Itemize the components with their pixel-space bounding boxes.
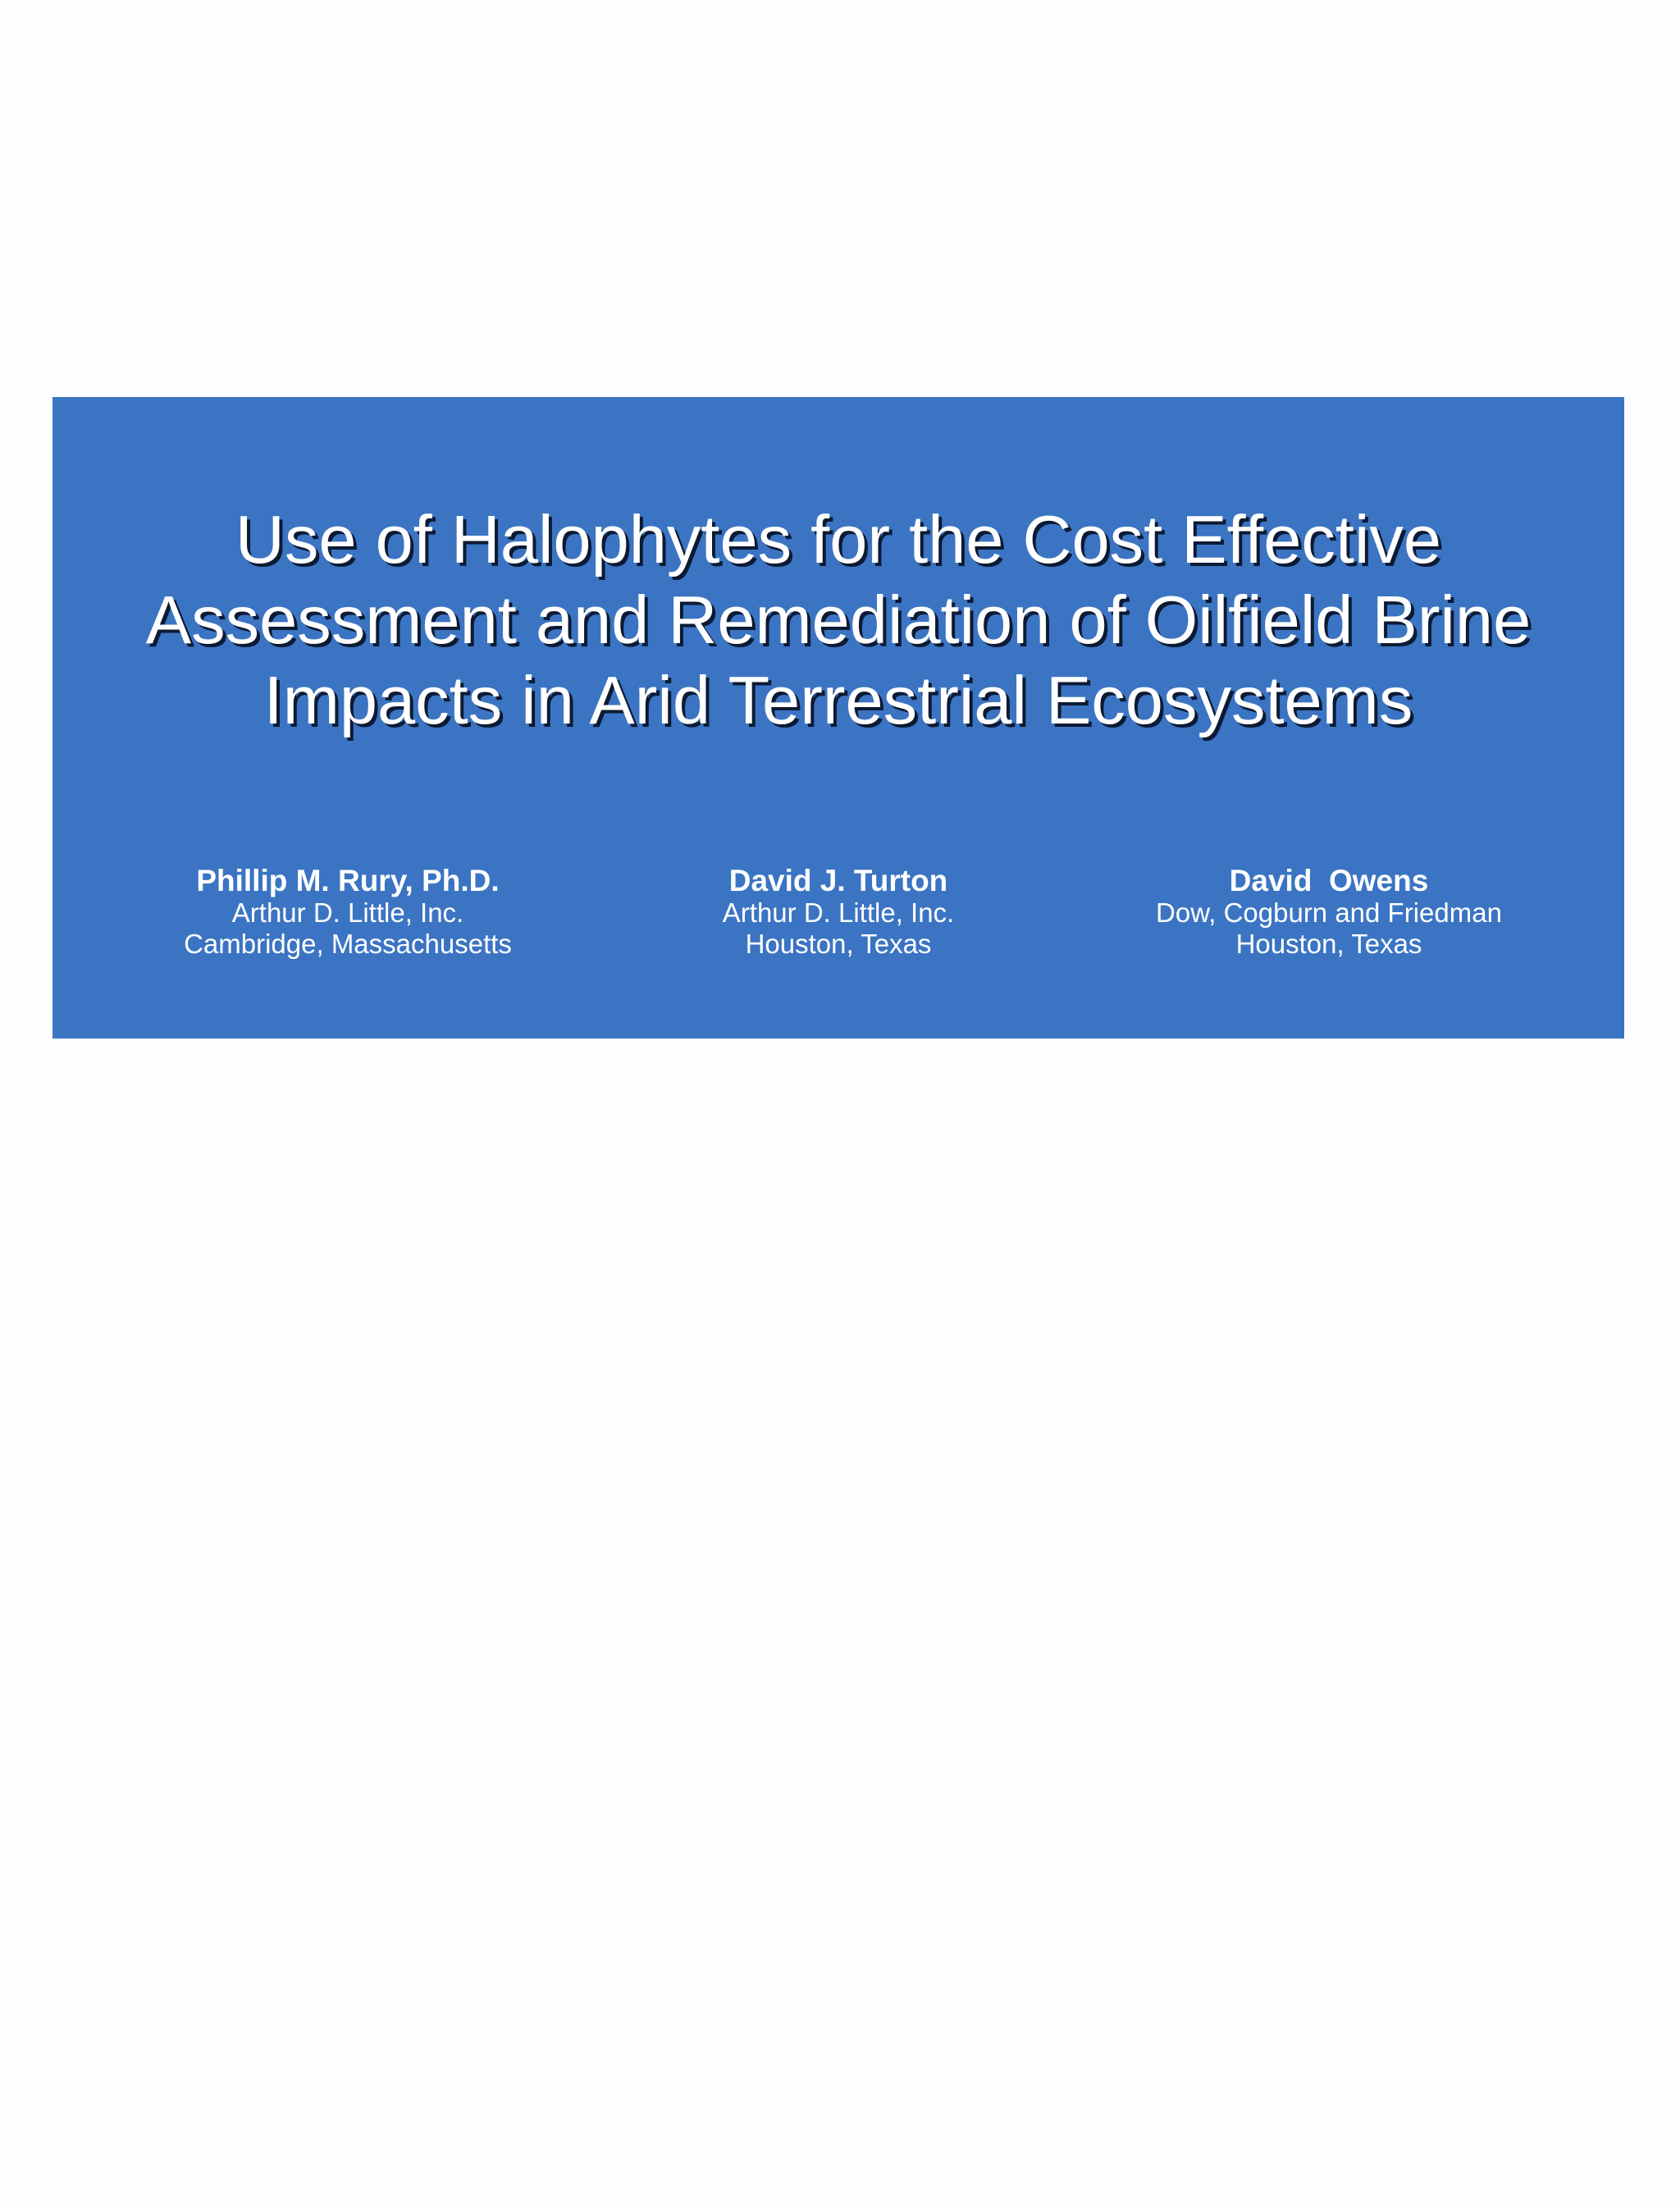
author-location: Houston, Texas <box>745 929 932 959</box>
author-name: Phillip M. Rury, Ph.D. <box>196 864 500 897</box>
author-list <box>52 865 1624 979</box>
title-line-1: Use of Halophytes for the Cost Effective <box>235 501 1442 578</box>
author-name: David Owens <box>1229 864 1429 897</box>
author-location: Cambridge, Massachusetts <box>184 929 512 959</box>
title-slide <box>52 397 1624 1039</box>
author-organization: Arthur D. Little, Inc. <box>722 897 955 928</box>
author-name: David J. Turton <box>728 864 948 897</box>
slide-title <box>52 500 1624 741</box>
author-organization: Dow, Cogburn and Friedman <box>1156 897 1502 928</box>
author-location: Houston, Texas <box>1235 929 1422 959</box>
author-block-turton <box>609 865 1068 960</box>
author-block-rury <box>118 865 578 960</box>
title-line-3: Impacts in Arid Terrestrial Ecosystems <box>263 662 1413 738</box>
author-organization: Arthur D. Little, Inc. <box>231 897 464 928</box>
author-block-owens <box>1099 865 1559 960</box>
title-line-2: Assessment and Remediation of Oilfield Brine <box>145 582 1532 658</box>
